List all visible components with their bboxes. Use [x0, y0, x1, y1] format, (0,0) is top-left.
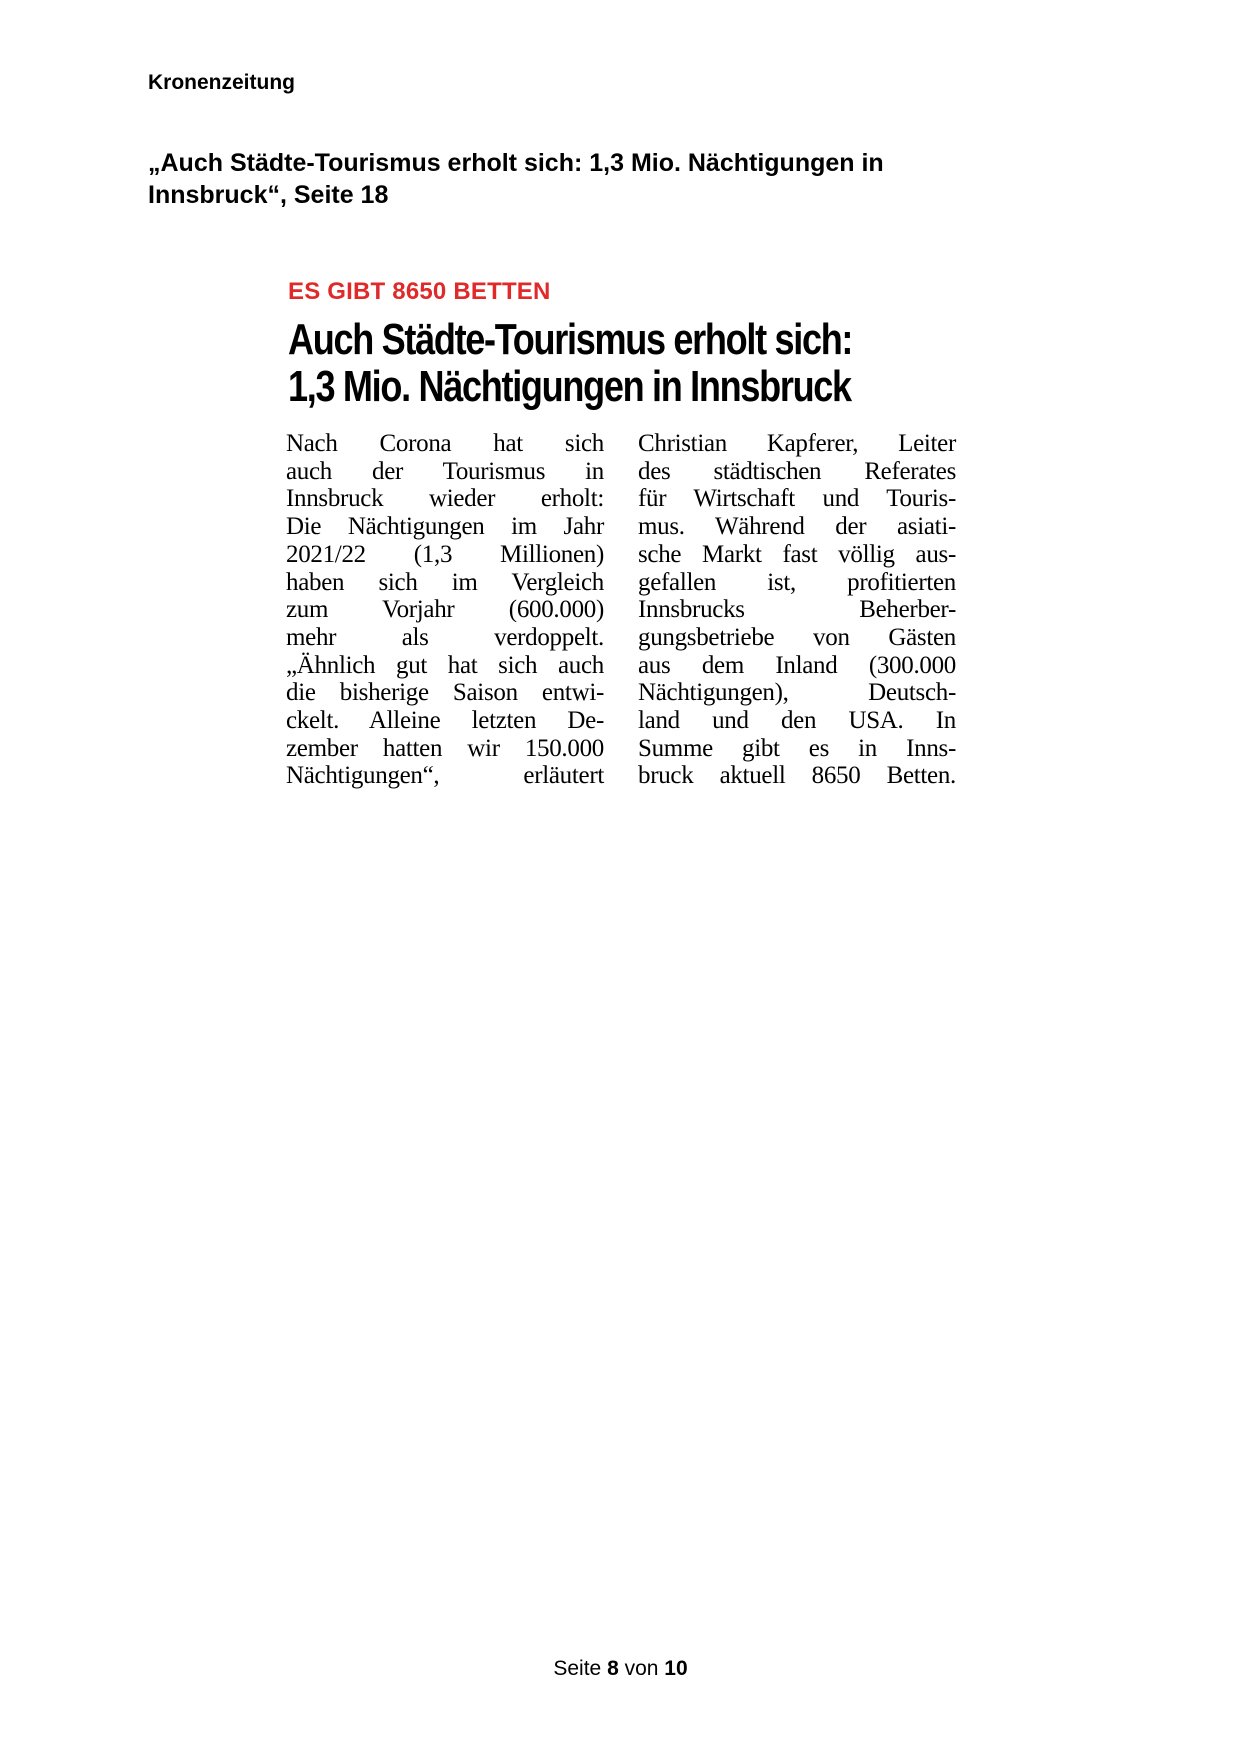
article-line: 2021/22 (1,3 Millionen) [286, 540, 604, 568]
article-column-1 [286, 430, 604, 790]
article-line: gefallen ist, profitierten [638, 568, 956, 596]
article-line: ckelt. Alleine letzten De- [286, 707, 604, 735]
article-line: sche Markt fast völlig aus- [638, 540, 956, 568]
article-line: haben sich im Vergleich [286, 568, 604, 596]
document-title [148, 147, 1028, 211]
page-footer [0, 1657, 1241, 1681]
article-line: land und den USA. In [638, 707, 956, 735]
article-line: bruck aktuell 8650 Betten. [638, 762, 956, 790]
article-line: Nach Corona hat sich [286, 430, 604, 457]
article-line: Summe gibt es in Inns- [638, 734, 956, 762]
document-title-line-2: Innsbruck“, Seite 18 [148, 181, 389, 209]
article-line: gungsbetriebe von Gästen [638, 623, 956, 651]
article-line: Innsbruck wieder erholt: [286, 485, 604, 513]
footer-current-page: 8 [607, 1657, 619, 1680]
footer-separator: von [624, 1657, 659, 1680]
article-line: Die Nächtigungen im Jahr [286, 513, 604, 541]
article-line: Innsbrucks Beherber- [638, 596, 956, 624]
article-line: auch der Tourismus in [286, 457, 604, 485]
article-line: für Wirtschaft und Touris- [638, 485, 956, 513]
clipping-headline [288, 316, 960, 410]
clipping-headline-line-2: 1,3 Mio. Nächtigungen in Innsbruck [288, 362, 851, 411]
article-line: Nächtigungen), Deutsch- [638, 679, 956, 707]
article-columns [286, 430, 956, 790]
article-line: mus. Während der asiati- [638, 513, 956, 541]
newspaper-clipping [286, 280, 956, 790]
article-line: aus dem Inland (300.000 [638, 651, 956, 679]
source-name: Kronenzeitung [148, 71, 295, 94]
article-line: die bisherige Saison entwi- [286, 679, 604, 707]
article-line: mehr als verdoppelt. [286, 623, 604, 651]
document-title-line-1: „Auch Städte-Tourismus erholt sich: 1,3 Mio. Nächtigungen in [148, 149, 884, 177]
article-line: des städtischen Referates [638, 457, 956, 485]
clipping-kicker: ES GIBT 8650 BETTEN [288, 278, 551, 305]
footer-prefix: Seite [553, 1657, 602, 1680]
article-line: zum Vorjahr (600.000) [286, 596, 604, 624]
article-line: „Ähnlich gut hat sich auch [286, 651, 604, 679]
article-line: Christian Kapferer, Leiter [638, 430, 956, 457]
article-column-2 [638, 430, 956, 790]
article-line: zember hatten wir 150.000 [286, 734, 604, 762]
article-line: Nächtigungen“, erläutert [286, 762, 604, 790]
clipping-headline-line-1: Auch Städte-Tourismus erholt sich: [288, 315, 853, 364]
footer-total-pages: 10 [664, 1657, 688, 1680]
